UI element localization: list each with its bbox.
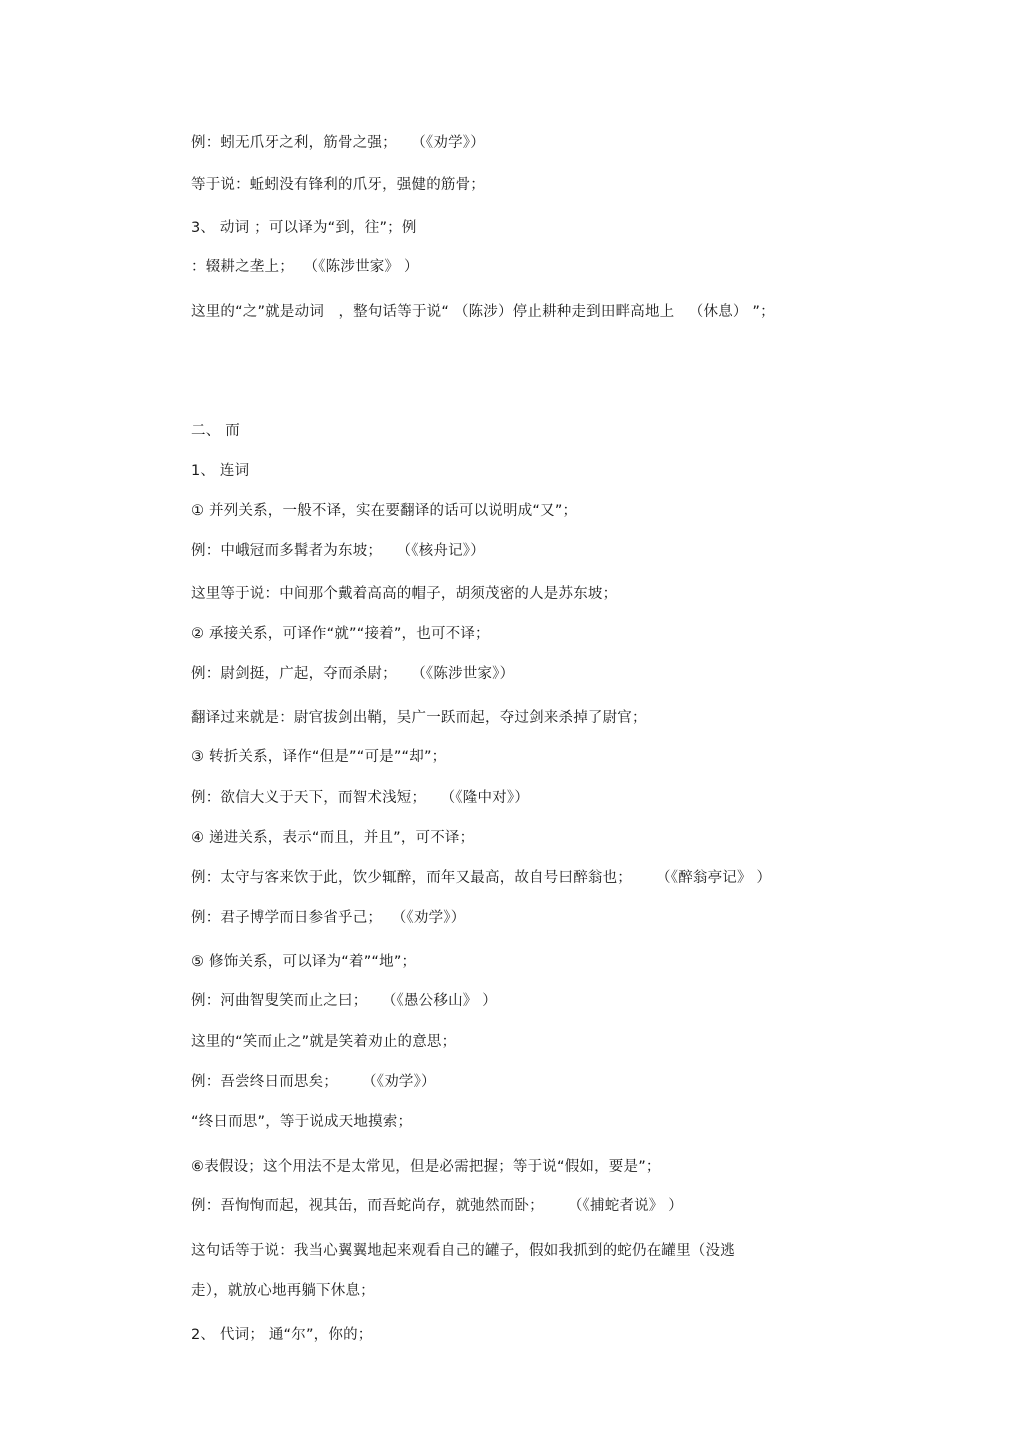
text-line-parallel-relation: ① 并列关系，一般不译，实在要翻译的话可以说明成“又”；	[191, 503, 578, 519]
text-line-adversative-relation: ③ 转折关系，译作“但是”“可是”“却”；	[191, 749, 447, 765]
text-line-explanation-snake-2: 走），就放心地再躺下休息；	[191, 1283, 375, 1299]
text-line-progressive-relation: ④ 递进关系，表示“而且，并且”，可不译；	[191, 830, 475, 846]
text-line-example-weijian: 例：尉剑挺，广起，夺而杀尉； （《陈涉世家》）	[191, 666, 515, 682]
section-heading-er: 二、 而	[191, 423, 240, 439]
text-line-sequential-relation: ② 承接关系，可译作“就”“接着”，也可不译；	[191, 626, 490, 642]
text-line-example-chenshe: ：辍耕之垄上； （《陈涉世家》 ）	[191, 259, 419, 275]
text-line-explanation-snake-1: 这句话等于说：我当心翼翼地起来观看自己的罐子，假如我抓到的蛇仍在罐里（没逃	[191, 1243, 735, 1259]
text-line-example-zuiwengting: 例：太守与客来饮于此，饮少辄醉，而年又最高，故自号曰醉翁也； （《醉翁亭记》 ）	[191, 870, 772, 886]
text-line-explanation-zhongri: “终日而思”，等于说成天地摸索；	[191, 1114, 413, 1130]
text-line-translation-weiguan: 翻译过来就是：尉官拔剑出鞘，吴广一跃而起，夺过剑来杀掉了尉官；	[191, 710, 647, 726]
text-line-explanation-dongpo: 这里等于说：中间那个戴着高高的帽子，胡须茂密的人是苏东坡；	[191, 586, 618, 602]
text-line-example-zhongri: 例：吾尝终日而思矣； （《劝学》）	[191, 1074, 436, 1090]
text-line-example-hezhouji: 例：中峨冠而多髯者为东坡； （《核舟记》）	[191, 543, 485, 559]
subsection-heading-conjunction: 1、 连词	[191, 463, 250, 479]
text-line-explanation-earthworm: 等于说：蚯蚓没有锋利的爪牙，强健的筋骨；	[191, 177, 485, 193]
text-line-example-bushezhe: 例：吾恂恂而起，视其缶，而吾蛇尚存，就弛然而卧； （《捕蛇者说》 ）	[191, 1198, 684, 1214]
text-line-explanation-xiaoerzhi: 这里的“笑而止之”就是笑着劝止的意思；	[191, 1034, 457, 1050]
text-line-modifier-relation: ⑤ 修饰关系，可以译为“着”“地”；	[191, 954, 417, 970]
text-line-explanation-verb: 这里的“之”就是动词 ，整句话等于说“ （陈涉）停止耕种走到田畔高地上 （休息） ”；	[191, 304, 775, 320]
text-line-hypothetical: ⑥表假设；这个用法不是太常见，但是必需把握；等于说“假如，要是”；	[191, 1159, 661, 1175]
text-line-example-longzhongdui: 例：欲信大义于天下，而智术浅短； （《隆中对》）	[191, 790, 530, 806]
subsection-heading-pronoun: 2、 代词； 通“尔”，你的；	[191, 1327, 373, 1343]
text-line-example-junzi: 例：君子博学而日参省乎己； （《劝学》）	[191, 910, 466, 926]
text-line-example-quanxue: 例：蚓无爪牙之利，筋骨之强； （《劝学》）	[191, 135, 485, 151]
text-line-verb-heading: 3、 动词 ；可以译为“到，往”；例	[191, 220, 417, 236]
text-line-example-yugong: 例：河曲智叟笑而止之曰； （《愚公移山》 ）	[191, 993, 497, 1009]
